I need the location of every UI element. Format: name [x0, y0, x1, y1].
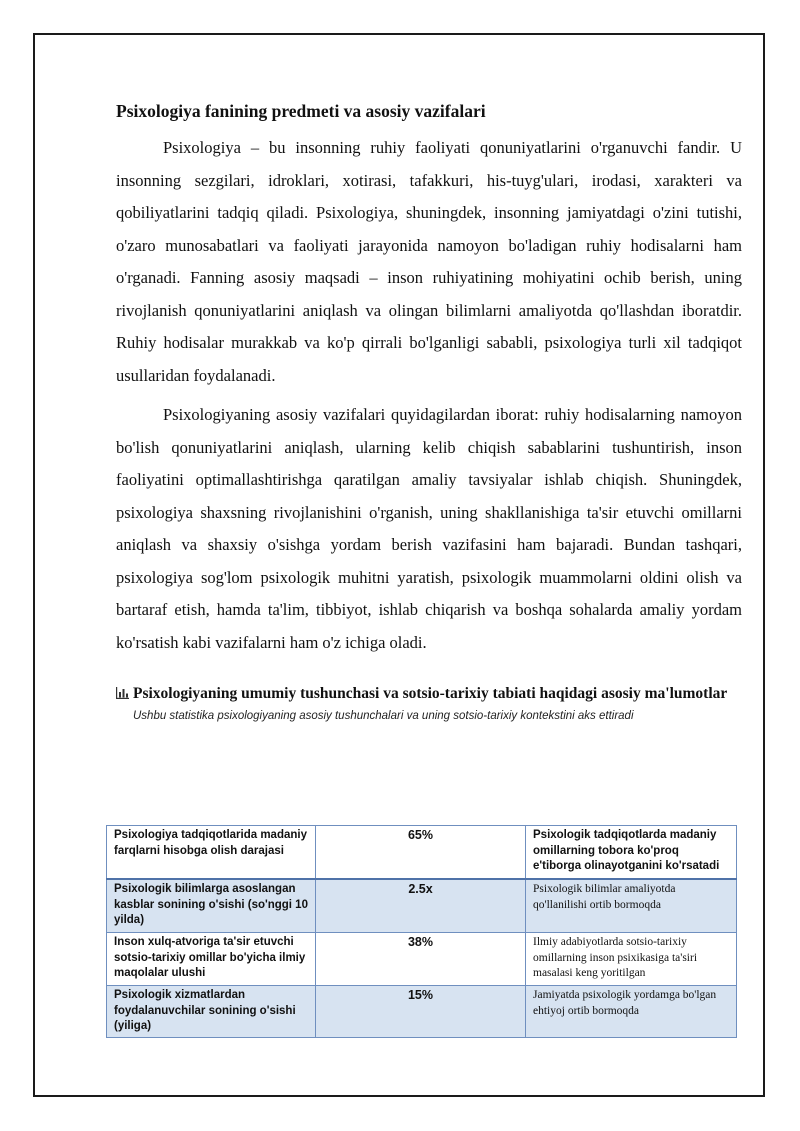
- table-row: [107, 986, 737, 1038]
- stat-value: 15%: [316, 986, 526, 1038]
- stat-label: Psixologik xizmatlardan foydalanuvchilar sonining o'sishi (yiliga): [107, 986, 316, 1038]
- stats-title: [116, 683, 742, 704]
- stats-title-text: Psixologiyaning umumiy tushunchasi va sotsio-tarixiy tabiati haqidagi asosiy ma'lumotlar: [133, 685, 728, 702]
- stats-caption: Ushbu statistika psixologiyaning asosiy tushunchalari va uning sotsio-tarixiy kontekstini aks ettiradi: [133, 710, 634, 722]
- bar-chart-icon: [116, 687, 129, 699]
- stat-value: 38%: [316, 933, 526, 986]
- stat-value: 65%: [316, 826, 526, 880]
- stat-label: Psixologiya tadqiqotlarida madaniy farqlarni hisobga olish darajasi: [107, 826, 316, 880]
- table-row: [107, 933, 737, 986]
- stat-label: Inson xulq-atvoriga ta'sir etuvchi sotsio-tarixiy omillar bo'yicha ilmiy maqolalar ulushi: [107, 933, 316, 986]
- document-heading: Psixologiya fanining predmeti va asosiy vazifalari: [116, 101, 486, 121]
- stat-note: Psixologik tadqiqotlarda madaniy omillarning tobora ko'proq e'tiborga olinayotganini ko'rsatadi: [526, 826, 737, 880]
- stats-table: [106, 825, 737, 1038]
- stat-note: Psixologik bilimlar amaliyotda qo'llanilishi ortib bormoqda: [526, 879, 737, 933]
- paragraph-definition: Psixologiya – bu insonning ruhiy faoliyati qonuniyatlarini o'rganuvchi fandir. U insonning sezgilari, idroklari, xotirasi, tafakkuri, his-tuyg'ulari, irodasi, xarakteri va qobiliyatlarini tadqiq qiladi. Psixologiya, shuningdek, insonning jamiyatdagi o'zini tutishi, o'zaro munosabatlari va faoliyati jarayonida namoyon bo'ladigan ruhiy hodisalarni ham o'rganadi. Fanning asosiy maqsadi – inson ruhiyatining mohiyatini ochib berish, uning rivojlanish qonuniyatlarini aniqlash va olingan bilimlarni amaliyotda qo'llashdan iboratdir. Ruhiy hodisalar murakkab va ko'p qirrali bo'lganligi sababli, psixologiya turli xil tadqiqot usullaridan foydalanadi.: [116, 138, 742, 385]
- paragraph-tasks: Psixologiyaning asosiy vazifalari quyidagilardan iborat: ruhiy hodisalarning namoyon bo'lish qonuniyatlarini aniqlash, ularning kelib chiqish sabablarini tushuntirish, inson faoliyatini optimallashtirishga qaratilgan amaliy tavsiyalar ishlab chiqish. Shuningdek, psixologiya shaxsning rivojlanishini o'rganish, uning shakllanishiga ta'sir etuvchi omillarni aniqlash va shaxsiy o'sishga yordam berish vazifasini ham bajaradi. Bundan tashqari, psixologiya sog'lom psixologik muhitni yaratish, psixologik muammolarni oldini olish va bartaraf etish, hamda ta'lim, tibbiyot, ishlab chiqarish va boshqa sohalarda amaliy yordam ko'rsatish kabi vazifalarni ham o'z ichiga oladi.: [116, 405, 742, 652]
- document-body: [116, 98, 742, 732]
- table-row: [107, 879, 737, 933]
- stat-note: Jamiyatda psixologik yordamga bo'lgan ehtiyoj ortib bormoqda: [526, 986, 737, 1038]
- stat-note: Ilmiy adabiyotlarda sotsio-tarixiy omillarning inson psixikasiga ta'siri masalasi keng yoritilgan: [526, 933, 737, 986]
- stat-value: 2.5x: [316, 879, 526, 933]
- table-row: [107, 826, 737, 880]
- stat-label: Psixologik bilimlarga asoslangan kasblar sonining o'sishi (so'nggi 10 yilda): [107, 879, 316, 933]
